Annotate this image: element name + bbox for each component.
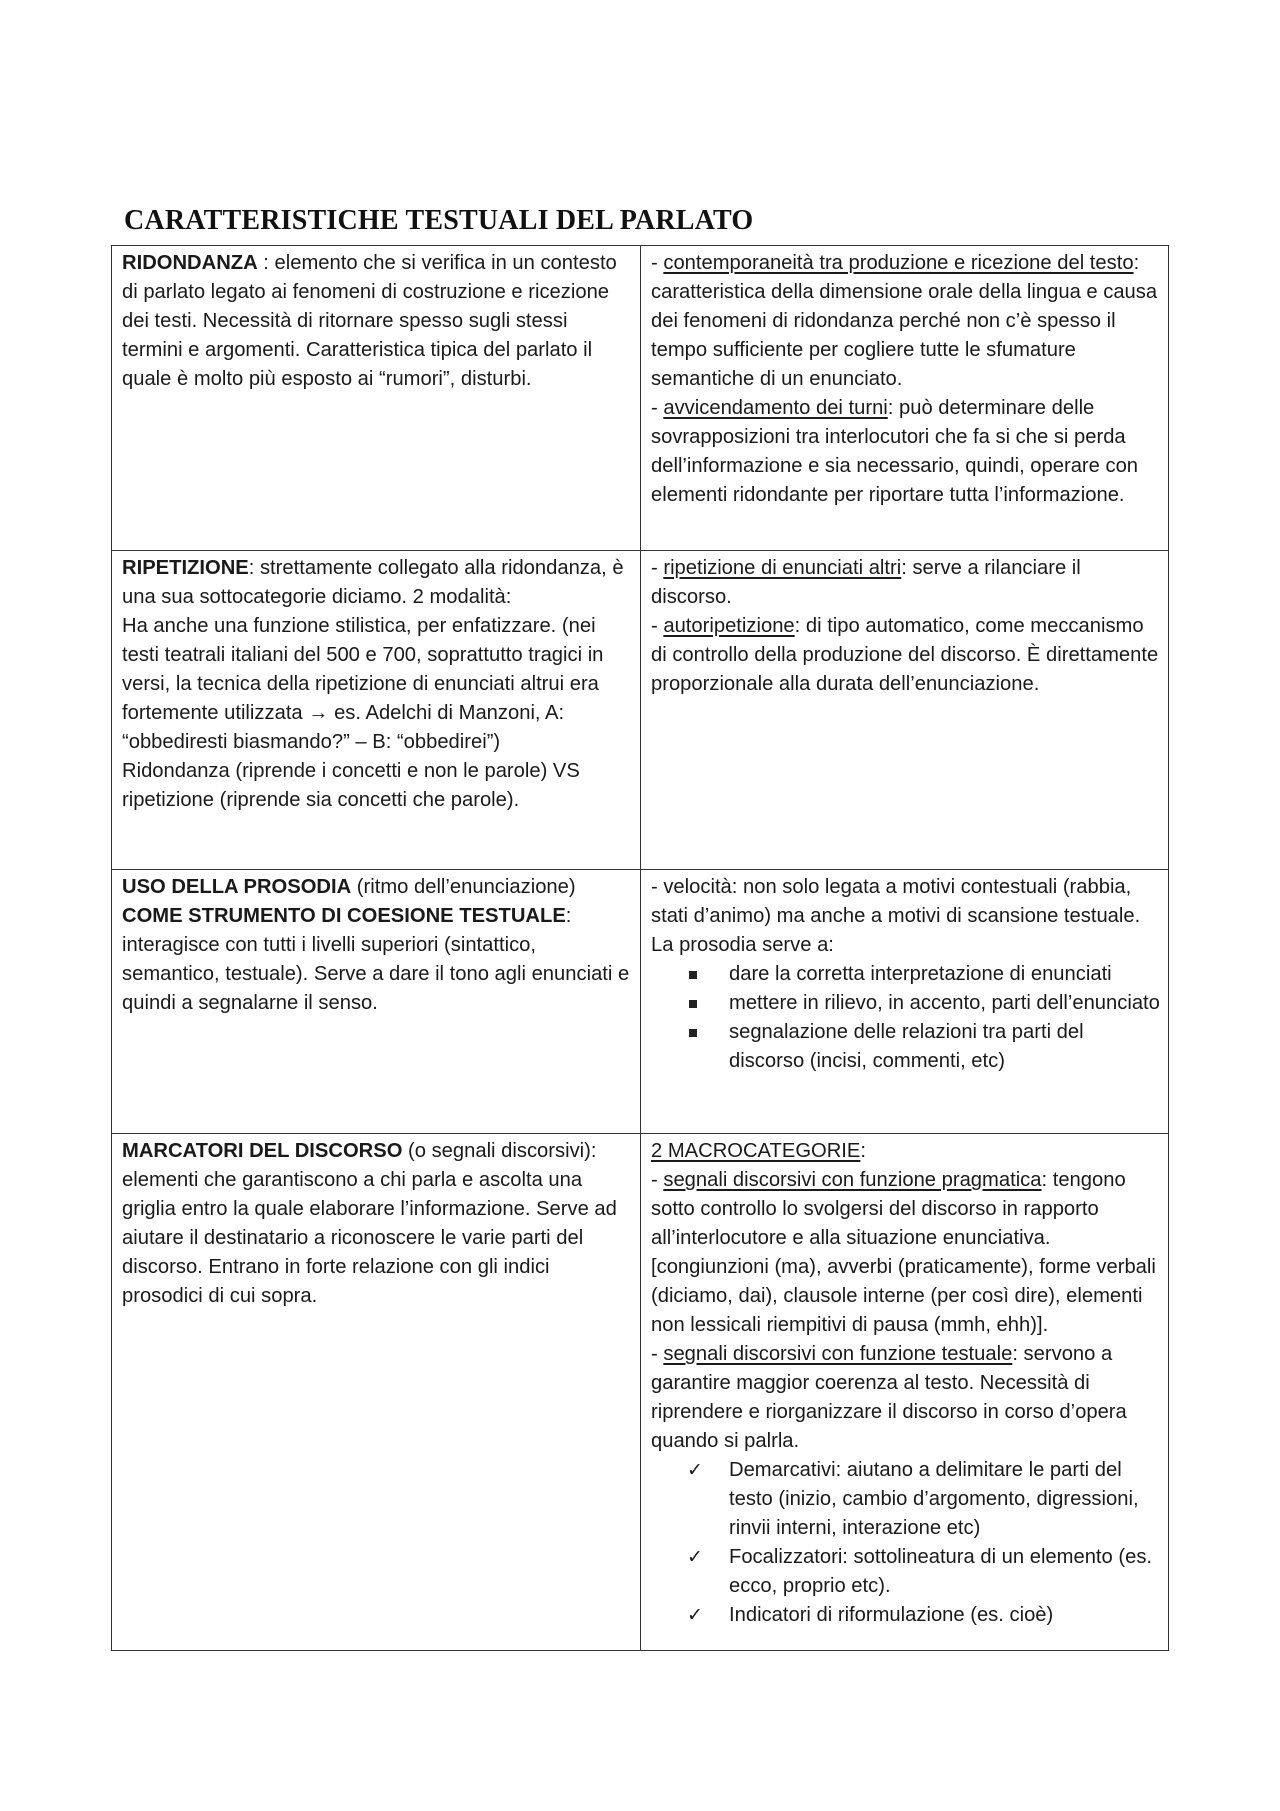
list-item (729, 960, 1160, 989)
list-item-text: Focalizzatori: sottolineatura di un elemento (es. ecco, proprio etc). (729, 1546, 1153, 1597)
term: MARCATORI DEL DISCORSO (122, 1140, 403, 1162)
description: : strettamente collegato alla ridondanza, è una sua sottocategorie diciamo. 2 modalità: (122, 557, 624, 608)
paragraph-text: : caratteristica della dimensione orale della lingua e causa dei fenomeni di ridondanza perché non c’è spesso il tempo sufficiente per cogliere tutte le sfumature semantiche di un enunciato. (651, 252, 1158, 390)
dash: - (651, 1343, 664, 1365)
description: (o segnali discorsivi): elementi che garantiscono a chi parla e ascolta una griglia entro la quale elaborare l’informazione. Serve ad aiutare il destinatario a riconoscere le varie parti del discorso. Entrano in forte relazione con gli indici prosodici di cui sopra. (122, 1140, 617, 1307)
list-item (687, 1543, 1160, 1601)
dash: - (651, 252, 664, 274)
arrow-icon: → (302, 702, 335, 724)
paragraph (651, 1340, 1160, 1456)
paragraph (651, 1166, 1160, 1340)
paragraph-text: Ha anche una funzione stilistica, per enfatizzare. (nei testi teatrali italiani del 500 e 700, soprattutto tragici in versi, la tecnica della ripetizione di enunciati altrui era fortemente utilizzata (122, 615, 604, 724)
paragraph: - velocità: non solo legata a motivi contestuali (rabbia, stati d’animo) ma anche a motivi di scansione testuale. (651, 876, 1141, 927)
list-item (687, 1601, 1160, 1630)
dash: - (651, 397, 664, 419)
table-row (112, 1134, 1169, 1651)
cell-right (641, 1134, 1169, 1651)
term: USO DELLA PROSODIA (122, 876, 352, 898)
list-item-text: mettere in rilievo, in accento, parti dell’enunciato (729, 992, 1160, 1014)
paragraph (122, 612, 632, 757)
underlined-heading: 2 MACROCATEGORIE (651, 1140, 861, 1162)
underlined-term: segnali discorsivi con funzione testuale (663, 1343, 1013, 1365)
paragraph (122, 554, 632, 612)
cell-left (112, 551, 641, 870)
paragraph (651, 612, 1160, 699)
list-item-text: segnalazione delle relazioni tra parti del discorso (incisi, commenti, etc) (729, 1021, 1084, 1072)
dash: - (651, 1169, 664, 1191)
list-item-text: dare la corretta interpretazione di enunciati (729, 963, 1112, 985)
checkmark-list (651, 1456, 1160, 1630)
underlined-term: segnali discorsivi con funzione pragmatica (663, 1169, 1042, 1191)
square-bullet-icon (689, 1029, 697, 1037)
description: : elemento che si verifica in un contesto di parlato legato ai fenomeni di costruzione e ricezione dei testi. Necessità di ritornare spesso sugli stessi termini e argomenti. Caratteristica tipica del parlato il quale è molto più esposto ai “rumori”, disturbi. (122, 252, 617, 390)
square-bullet-icon (689, 1000, 697, 1008)
dash: - (651, 557, 664, 579)
checkmark-icon: ✓ (687, 1604, 703, 1626)
table-row (112, 246, 1169, 551)
list-item (729, 989, 1160, 1018)
paragraph (651, 554, 1160, 612)
paragraph-text: : servono a garantire maggior coerenza al testo. Necessità di riprendere e riorganizzare il discorso in corso d’opera quando si palrla. (651, 1343, 1127, 1452)
cell-left (112, 870, 641, 1134)
description: (ritmo dell’enunciazione) (351, 876, 576, 898)
list-item-text: Indicatori di riformulazione (es. cioè) (729, 1604, 1054, 1626)
term: RIDONDANZA (122, 252, 258, 274)
underlined-term: autoripetizione (663, 615, 795, 637)
paragraph-text: : tengono sotto controllo lo svolgersi del discorso in rapporto all’interlocutore e alla situazione enunciativa. [congiunzioni (ma), avverbi (praticamente), forme verbali (diciamo, dai), clausole interne (per così dire), elementi non lessicali riempitivi di pausa (mmh, ehh)]. (651, 1169, 1156, 1336)
notes-table (111, 245, 1169, 1651)
cell-left (112, 1134, 641, 1651)
term: COME STRUMENTO DI COESIONE TESTUALE (122, 905, 566, 927)
dash: - (651, 615, 664, 637)
checkmark-icon: ✓ (687, 1546, 703, 1568)
paragraph-text: : può determinare delle sovrapposizioni tra interlocutori che fa si che si perda dell’informazione e sia necessario, quindi, operare con elementi ridondante per riportare tutta l’informazione. (651, 397, 1139, 506)
paragraph-text: : (860, 1140, 866, 1162)
table-row (112, 870, 1169, 1134)
cell-left (112, 246, 641, 551)
list-item-text: Demarcativi: aiutano a delimitare le parti del testo (inizio, cambio d’argomento, digressioni, rinvii interni, interazione etc) (729, 1459, 1139, 1539)
paragraph (651, 1137, 1160, 1166)
page-title: CARATTERISTICHE TESTUALI DEL PARLATO (124, 205, 754, 236)
list-item (729, 1018, 1160, 1076)
underlined-term: ripetizione di enunciati altri (663, 557, 902, 579)
paragraph (651, 394, 1160, 510)
paragraph: Ridondanza (riprende i concetti e non le parole) VS ripetizione (riprende sia concetti che parole). (122, 760, 580, 811)
bullet-list (651, 960, 1160, 1076)
paragraph-text: : di tipo automatico, come meccanismo di controllo della produzione del discorso. È direttamente proporzionale alla durata dell’enunciazione. (651, 615, 1159, 695)
underlined-term: avvicendamento dei turni (663, 397, 888, 419)
paragraph (651, 249, 1160, 394)
paragraph: La prosodia serve a: (651, 934, 834, 956)
paragraph-text: es. Adelchi di Manzoni, A: “obbediresti biasmando?” – B: “obbedirei”) (122, 702, 565, 753)
table-row (112, 551, 1169, 870)
description: : interagisce con tutti i livelli superiori (sintattico, semantico, testuale). Serve a dare il tono agli enunciati e quindi a segnalarne il senso. (122, 905, 630, 1014)
underlined-term: contemporaneità tra produzione e ricezione del testo (663, 252, 1134, 274)
list-item (687, 1456, 1160, 1543)
checkmark-icon: ✓ (687, 1459, 703, 1481)
square-bullet-icon (689, 971, 697, 979)
paragraph-text: : serve a rilanciare il discorso. (651, 557, 1081, 608)
cell-right (641, 551, 1169, 870)
cell-right (641, 870, 1169, 1134)
cell-right (641, 246, 1169, 551)
term: RIPETIZIONE (122, 557, 249, 579)
